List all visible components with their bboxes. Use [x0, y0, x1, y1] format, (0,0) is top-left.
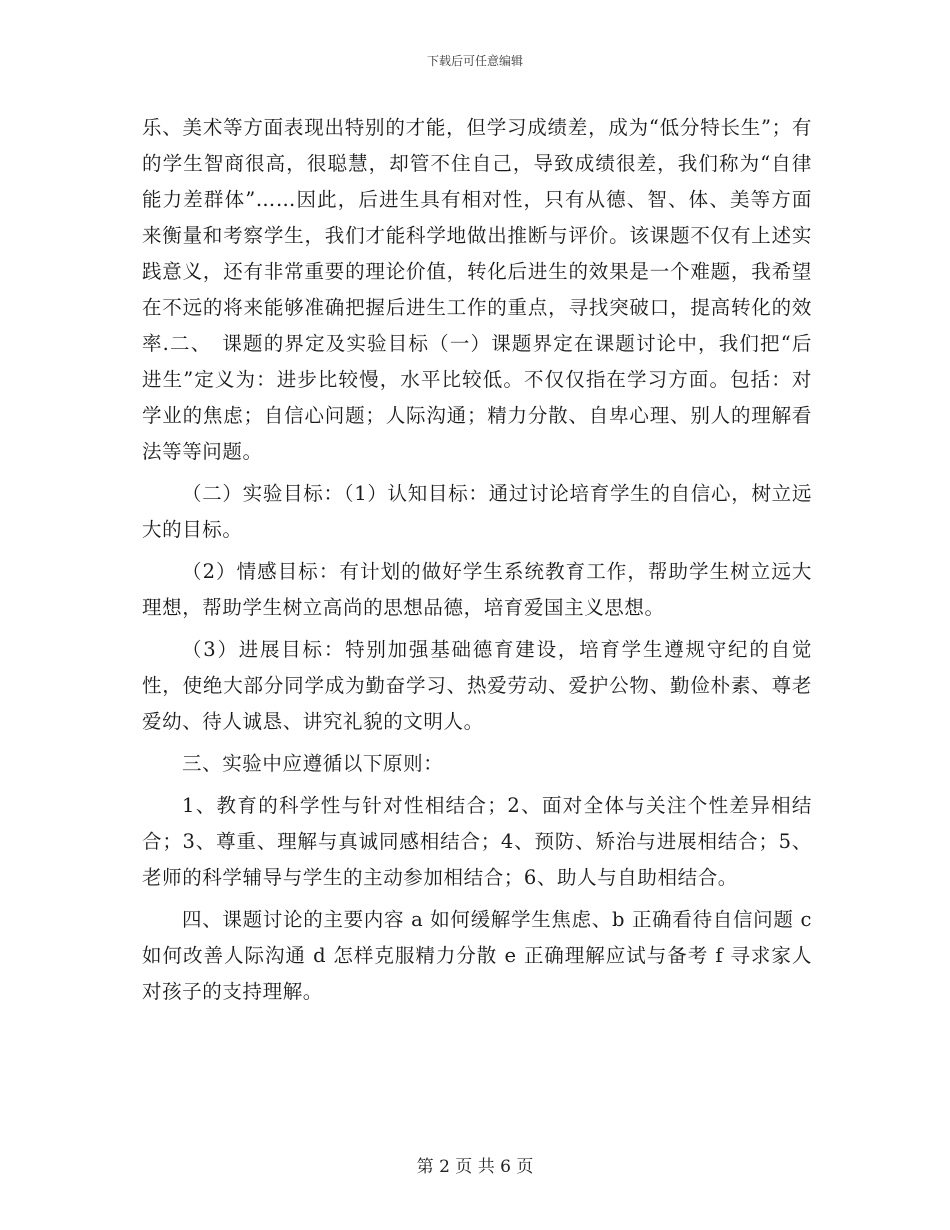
page-number-footer: 第 2 页 共 6 页: [416, 1157, 534, 1177]
paragraph-progress-goal: （3）进展目标：特别加强基础德育建设，培育学生遵规守纪的自觉性，使绝大部分同学成为勤奋学习、热爱劳动、爱护公物、勤俭朴素、尊老爱幼、待人诚恳、讲究礼貌的文明人。: [142, 638, 812, 733]
paragraph-research-content: 四、课题讨论的主要内容 a 如何缓解学生焦虑、b 正确看待自信问题 c 如何改善人际沟通 d 怎样克服精力分散 e 正确理解应试与备考 f 寻求家人对孩子的支持理解。: [142, 908, 812, 1003]
paragraph-principles-list: 1、教育的科学性与针对性相结合；2、面对全体与关注个性差异相结合；3、尊重、理解与真诚同感相结合；4、预防、矫治与进展相结合；5、老师的科学辅导与学生的主动参加相结合；6、助人与自助相结合。: [142, 794, 812, 889]
paragraph-experiment-goals: （二）实验目标：（1）认知目标：通过讨论培育学生的自信心，树立远大的目标。: [142, 482, 812, 541]
paragraph-continuation: 乐、美术等方面表现出特别的才能，但学习成绩差，成为“低分特长生”；有的学生智商很高，很聪慧，却管不住自己，导致成绩很差，我们称为“自律能力差群体”……因此，后进生具有相对性，只有从德、智、体、美等方面来衡量和考察学生，我们才能科学地做出推断与评价。该课题不仅有上述实践意义，还有非常重要的理论价值，转化后进生的效果是一个难题，我希望在不远的将来能够准确把握后进生工作的重点，寻找突破口，提高转化的效率.二、 课题的界定及实验目标（一）课题界定在课题讨论中，我们把“后进生”定义为：进步比较慢，水平比较低。不仅仅指在学习方面。包括：对学业的焦虑；自信心问题；人际沟通；精力分散、自卑心理、别人的理解看法等等问题。: [142, 116, 812, 463]
paragraph-principles-heading: 三、实验中应遵循以下原则：: [182, 752, 444, 775]
paragraph-emotional-goal: （2）情感目标：有计划的做好学生系统教育工作，帮助学生树立远大理想，帮助学生树立高尚的思想品德，培育爱国主义思想。: [142, 560, 812, 619]
document-body: [142, 110, 812, 1010]
page-header: 下载后可任意编辑: [426, 54, 523, 68]
